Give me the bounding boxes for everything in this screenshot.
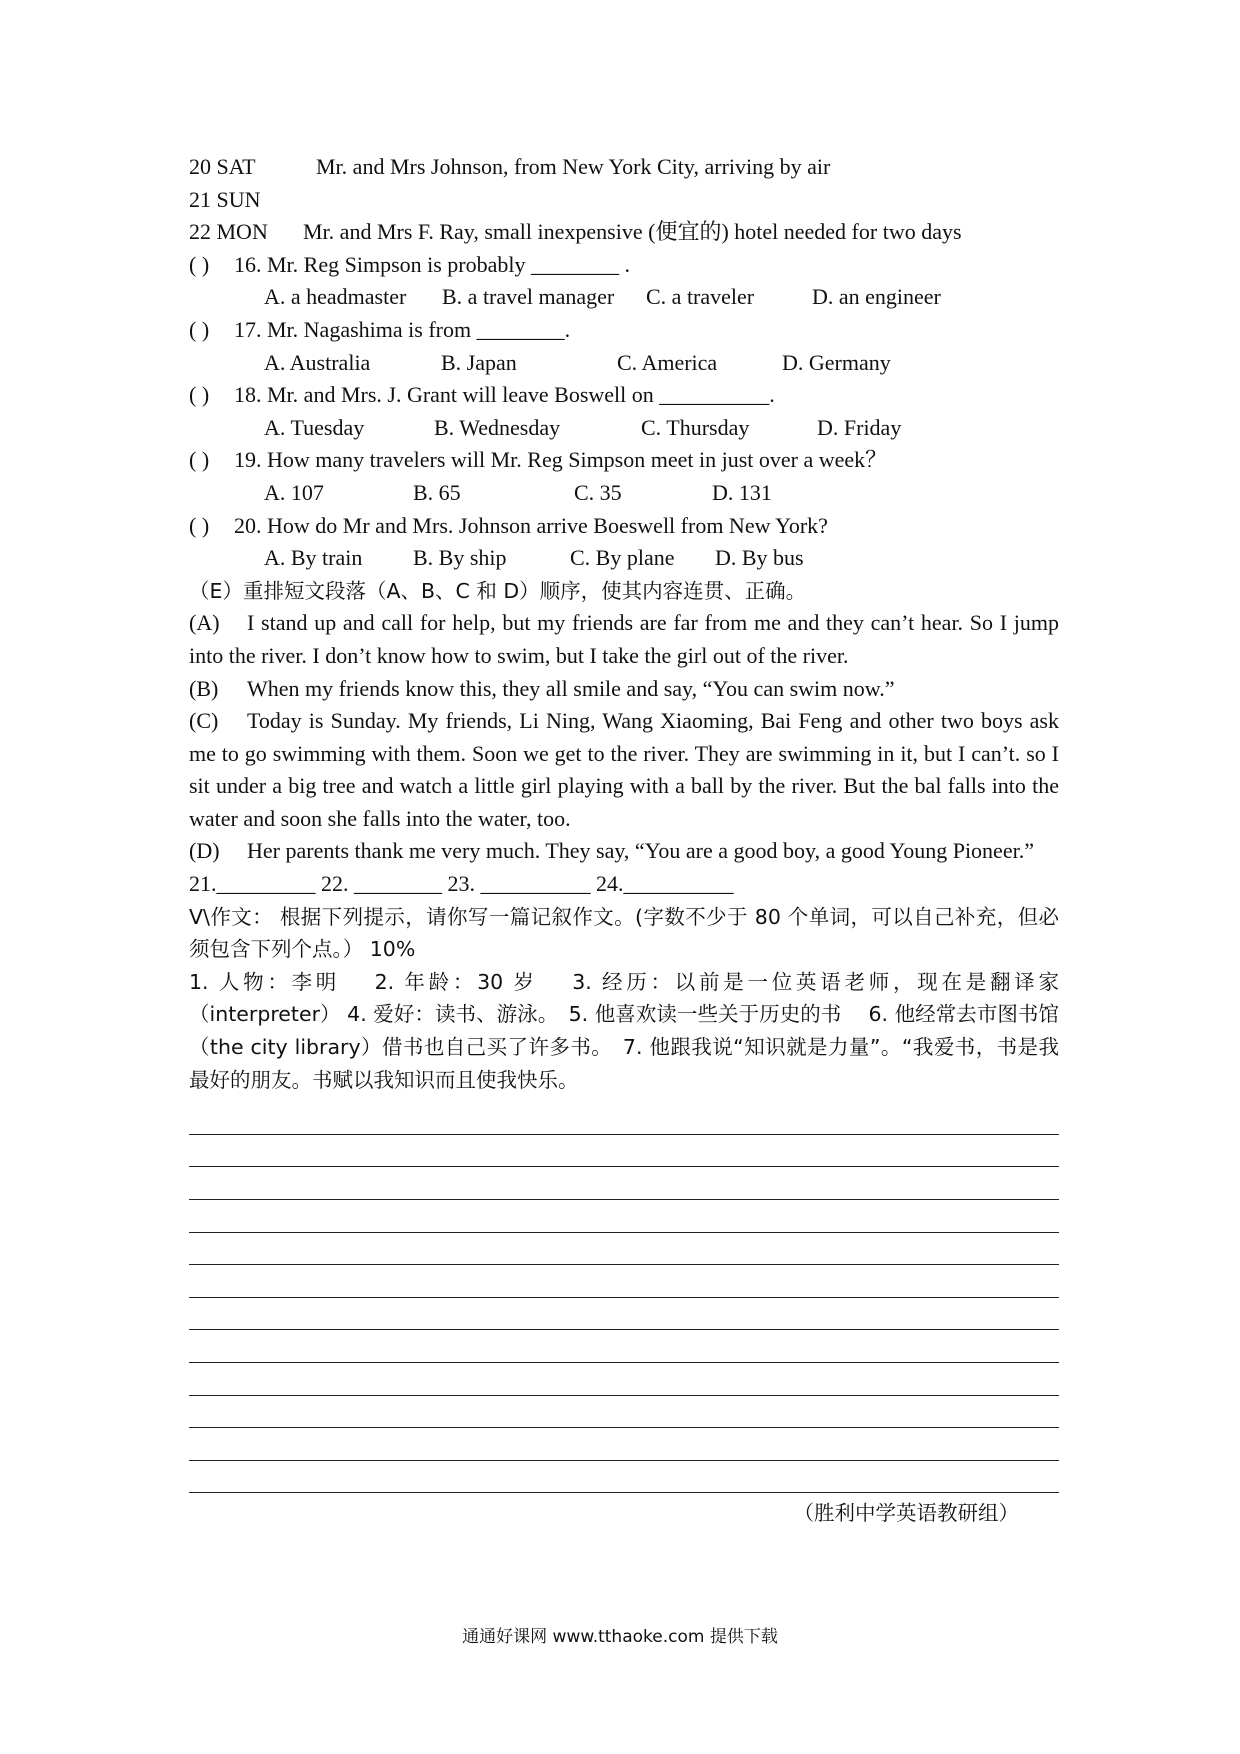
option-a: A. By train bbox=[264, 545, 363, 571]
paragraph-a bbox=[189, 607, 1059, 672]
page-content bbox=[189, 151, 1059, 1530]
schedule-row bbox=[189, 151, 1059, 184]
writing-blank-line[interactable] bbox=[189, 1167, 1059, 1200]
option-d: D. an engineer bbox=[812, 284, 941, 310]
question-16-options bbox=[189, 281, 1059, 314]
option-d: D. Germany bbox=[782, 349, 891, 375]
paragraph-label: (D) bbox=[189, 838, 220, 864]
answer-paren: ( ) bbox=[189, 316, 210, 342]
writing-points: 1. 人物：李明 2. 年龄：30 岁 3. 经历：以前是一位英语老师，现在是翻译家（interpreter） 4. 爱好：读书、游泳。 5. 他喜欢读一些关于历史的书 6. 他经常去市图书馆（the city library）借书也自己买了许多书。 7. 他跟我说“知识就是力量”。“我爱书，书是我最好的朋友。书赋以我知识而且使我快乐。 bbox=[189, 969, 1059, 1092]
schedule-day: 21 SUN bbox=[189, 186, 261, 212]
option-a: A. 107 bbox=[264, 479, 324, 505]
question-17 bbox=[189, 314, 1059, 347]
footer: 通通好课网 www.tthaoke.com 提供下载 bbox=[462, 1627, 778, 1647]
section-e-heading: （E）重排短文段落（A、B、C 和 D）顺序，使其内容连贯、正确。 bbox=[189, 578, 807, 603]
paragraph-c bbox=[189, 705, 1059, 835]
question-20 bbox=[189, 510, 1059, 543]
question-19-options bbox=[189, 477, 1059, 510]
option-b: B. 65 bbox=[413, 479, 461, 505]
question-17-options bbox=[189, 347, 1059, 380]
question-stem: 17. Mr. Nagashima is from ________. bbox=[234, 316, 571, 342]
paragraph-d bbox=[189, 835, 1059, 868]
option-d: D. Friday bbox=[817, 414, 902, 440]
option-c: C. America bbox=[617, 349, 718, 375]
option-d: D. By bus bbox=[715, 545, 804, 571]
question-stem: 16. Mr. Reg Simpson is probably ________ . bbox=[234, 251, 631, 277]
schedule-day: 20 SAT bbox=[189, 154, 256, 179]
paragraph-text: When my friends know this, they all smile and say, “You can swim now.” bbox=[247, 675, 895, 701]
schedule-row bbox=[189, 216, 1059, 249]
option-b: B. By ship bbox=[413, 545, 507, 571]
paragraph-label: (B) bbox=[189, 675, 219, 701]
writing-blank-line[interactable] bbox=[189, 1298, 1059, 1331]
option-a: A. Tuesday bbox=[264, 414, 365, 440]
writing-blank-line[interactable] bbox=[189, 1200, 1059, 1233]
writing-blank-line[interactable] bbox=[189, 1102, 1059, 1135]
option-c: C. 35 bbox=[574, 479, 622, 505]
option-a: A. a headmaster bbox=[264, 284, 407, 310]
question-19 bbox=[189, 444, 1059, 477]
writing-blank-line[interactable] bbox=[189, 1428, 1059, 1461]
paragraph-text: I stand up and call for help, but my friends are far from me and they can’t hear. So I jump into the river. I don’t know how to swim, but I take the girl out of the river. bbox=[189, 610, 1059, 668]
paragraph-label: (A) bbox=[189, 610, 220, 636]
question-16 bbox=[189, 249, 1059, 282]
option-c: C. Thursday bbox=[641, 414, 750, 440]
answer-paren: ( ) bbox=[189, 251, 210, 277]
paragraph-label: (C) bbox=[189, 708, 219, 734]
writing-blank-line[interactable] bbox=[189, 1265, 1059, 1298]
writing-blank-line[interactable] bbox=[189, 1135, 1059, 1168]
option-a: A. Australia bbox=[264, 349, 371, 375]
paragraph-b bbox=[189, 673, 1059, 706]
writing-blank-line[interactable] bbox=[189, 1363, 1059, 1396]
question-20-options bbox=[189, 542, 1059, 575]
option-c: C. By plane bbox=[570, 545, 675, 571]
answer-paren: ( ) bbox=[189, 447, 210, 473]
question-stem: 18. Mr. and Mrs. J. Grant will leave Boswell on __________. bbox=[234, 382, 775, 408]
question-stem: 20. How do Mr and Mrs. Johnson arrive Boeswell from New York? bbox=[234, 512, 828, 538]
writing-blank-line[interactable] bbox=[189, 1461, 1059, 1494]
option-b: B. Wednesday bbox=[434, 414, 561, 440]
writing-lines[interactable] bbox=[189, 1102, 1059, 1493]
writing-blank-line[interactable] bbox=[189, 1330, 1059, 1363]
answer-paren: ( ) bbox=[189, 382, 210, 408]
paragraph-text: Today is Sunday. My friends, Li Ning, Wang Xiaoming, Bai Feng and other two boys ask me to go swimming with them. Soon we get to the river. They are swimming in it, but I can’t. so I sit under a big tree and watch a little girl playing with a ball by the river. But the bal falls into the water and soon she falls into the water, too. bbox=[189, 708, 1059, 831]
paragraph-text: Her parents thank me very much. They say, “You are a good boy, a good Young Pioneer.” bbox=[247, 838, 1034, 864]
question-stem: 19. How many travelers will Mr. Reg Simpson meet in just over a week？ bbox=[234, 447, 888, 473]
option-b: B. Japan bbox=[441, 349, 517, 375]
option-b: B. a travel manager bbox=[442, 284, 615, 310]
schedule-row bbox=[189, 184, 1059, 217]
writing-instruction: V\作文： 根据下列提示，请你写一篇记叙作文。(字数不少于 80 个单词，可以自己补充，但必须包含下列个点。） 10% bbox=[189, 904, 1059, 962]
question-18 bbox=[189, 379, 1059, 412]
option-c: C. a traveler bbox=[646, 284, 755, 310]
signature: （胜利中学英语教研组） bbox=[793, 1501, 1019, 1526]
option-d: D. 131 bbox=[712, 479, 772, 505]
schedule-text: Mr. and Mrs Johnson, from New York City, arriving by air bbox=[316, 154, 831, 179]
answer-blanks: 21._________ 22. ________ 23. __________ 24.__________ bbox=[189, 871, 734, 897]
question-18-options bbox=[189, 412, 1059, 445]
answer-paren: ( ) bbox=[189, 512, 210, 538]
schedule-text: Mr. and Mrs F. Ray, small inexpensive (便宜的) hotel needed for two days bbox=[303, 219, 962, 245]
schedule-day: 22 MON bbox=[189, 219, 268, 245]
writing-blank-line[interactable] bbox=[189, 1233, 1059, 1266]
writing-blank-line[interactable] bbox=[189, 1396, 1059, 1429]
